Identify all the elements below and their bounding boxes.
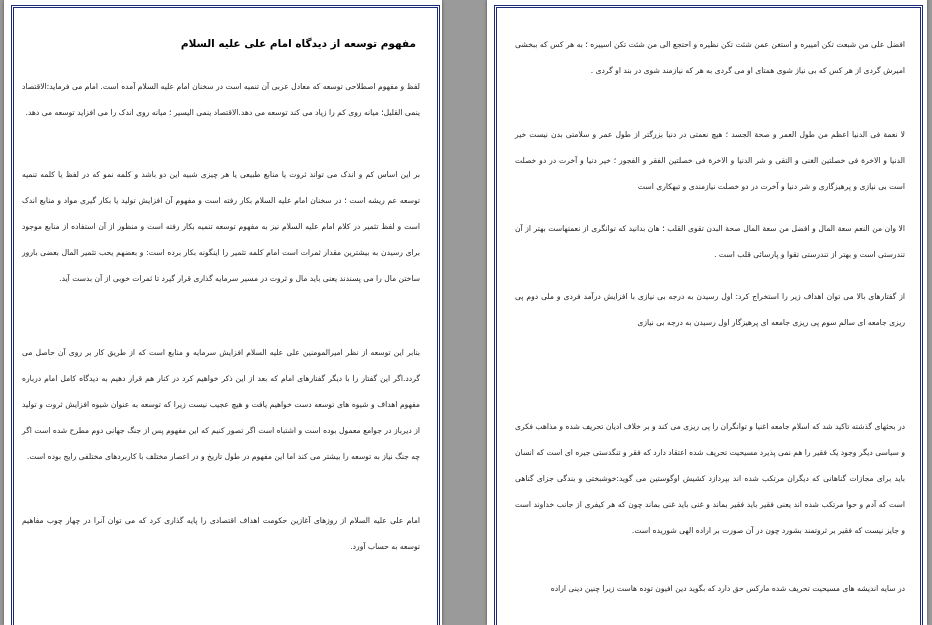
right-page-content <box>515 0 905 625</box>
paragraph: امام علی علیه السلام از روزهای آغازین حکومت اهداف اقتصادی را پایه گذاری کرد که می توان آنرا در چهار چوب مفاهیم توسعه به حساب آورد. <box>22 516 420 551</box>
paragraph: از گفتارهای بالا می توان اهداف زیر را استخراج کرد: اول رسیدن به درجه بی نیازی با افزایش درآمد فردی و ملی دوم پی ریزی جامعه ای سالم سوم پی ریزی جامعه ای پرهیزگار اول رسیدن به درجه بی نیازی <box>515 292 905 327</box>
paragraph: بر این اساس کم و اندک می تواند ثروت یا منابع طبیعی یا هر چیزی شبیه این دو باشد و کلمه نمو که در لفظ یا کلمه تنمیه توسعه عم ریشه است ؛ در سخنان امام علیه السلام بکار رفته است و مفهوم آن افزایش تولید یا بکار گیری مواد و منابع اندک است و لفظ تثمیر در کلام امام علیه السلام نیز به مفهوم توسعه تنمیه بکار رفته است و منظور از آن استفاده از منابع موجود برای رسیدن به بیشترین مقدار ثمرات است امام کلمه تثمیر را اینگونه بکار برده است: و بعضهم یحب تثمیر المال بعضی بارور ساختن مال را می پسندند یعنی باید مال و ثروت در مسیر سرمایه گذاری قرار گیرد تا ثمرات خوبی از آن بدست آید. <box>22 170 420 283</box>
page-title: مفهوم توسعه از دیدگاه امام علی علیه السلام <box>180 38 416 50</box>
paragraph: لا نعمة فی الدنیا اعظم من طول العمر و صحة الجسد ؛ هیچ نعمتی در دنیا بزرگتر از طول عمر و سلامتی بدن نیست خیر الدنیا و الاخرة فی خصلتین الغنی و التقی و شر الدنیا و الاخرة فی خصلتین الفقر و الفجور ؛ خیر دنیا و آخرت در دو خصلت است بی نیازی و پرهیزگاری و شر دنیا و آخرت در دو خصلت نیازمندی و تبهکاری است <box>515 130 905 191</box>
page-gutter <box>449 0 479 625</box>
paragraph: در سایه اندیشه های مسیحیت تحریف شده مارکس حق دارد که بگوید دین افیون توده هاست زیرا چنین دینی اراده <box>550 584 905 593</box>
left-page-content <box>22 0 428 625</box>
left-page <box>4 0 442 625</box>
paragraph: لفظ و مفهوم اصطلاحی توسعه که معادل عربی آن تنمیه است در سخنان امام علیه السلام آمده است. امام می فرماید:الاقتصاد ینمی القلیل؛ میانه روی کم را زیاد می کند توسعه می دهد.الاقتصاد ینمی الیسیر ؛ میانه روی اندک را می افزاید توسعه می دهد. <box>22 82 420 117</box>
paragraph: در بحثهای گذشته تاکید شد که اسلام جامعه اغنیا و توانگران را پی ریزی می کند و بر خلاف ادیان تحریف شده و مذاهب فکری و سیاسی دیگر وجود یک فقیر را هم نمی پذیرد مسیحیت تحریف شده اعتقاد دارد که فقر و تنگدستی جیره ای است که انسان باید برای مجازات گناهانی که دیگران مرتکب شده اند بپردازد کشیش اوگوستین می گوید:خوشبختی و بندگی جزای گناهی است که آدم و حوا مرتکب شده اند یعنی فقیر باید فقیر بماند و غنی باید غنی بماند چون که هر کیفری از جانب خداوند است و جایز نیست که فقیر بر ثروتمند بشورد چون در آن صورت بر اراده الهی شوریده است. <box>515 422 905 535</box>
paragraph: الا وان من النعم سعة المال و افضل من سعة المال صحة البدن تقوی القلب ؛ هان بدانید که توانگری از نعمتهاست بهتر از آن تندرستی است و بهتر از تندرستی تقوا و پارسائی قلب است . <box>515 224 905 259</box>
paragraph: بنابر این توسعه از نظر امیرالمومنین علی علیه السلام افزایش سرمایه و منابع است که از طریق کار بر روی آن حاصل می گردد.اگر این گفتار را با دیگر گفتارهای امام که بعد از این ذکر خواهیم کرد در کنار هم قرار دهیم به دیدگاه کامل امام درباره مفهوم اهداف و شیوه های توسعه دست خواهیم یافت و هیچ عجیب نیست زیرا که توسعه به عنوان شیوه افزایش ثروت و تولید از دیرباز در جوامع معمول بوده است و اشتباه است اگر تصور کنیم که این مفهوم پس از جنگ جهانی دوم مطرح شده است اگر چه جنگ نیاز به توسعه را بیشتر می کند اما این مفهوم در طول تاریخ و در اعصار مختلف با کاربردهای مختلفی رایج بوده است. <box>22 348 420 461</box>
paragraph: افضل علی من شبعت تکن امییره و استغن عمن شئت تکن نظیره و احتجع الی من شئت تکن اسییره ؛ به هر کس که ببخشی امیرش گردی از هر کس که بی نیاز شوی همتای او می گردی به هر که نیازمند شوی در بند او گردی . <box>515 40 905 75</box>
right-page <box>487 0 927 625</box>
